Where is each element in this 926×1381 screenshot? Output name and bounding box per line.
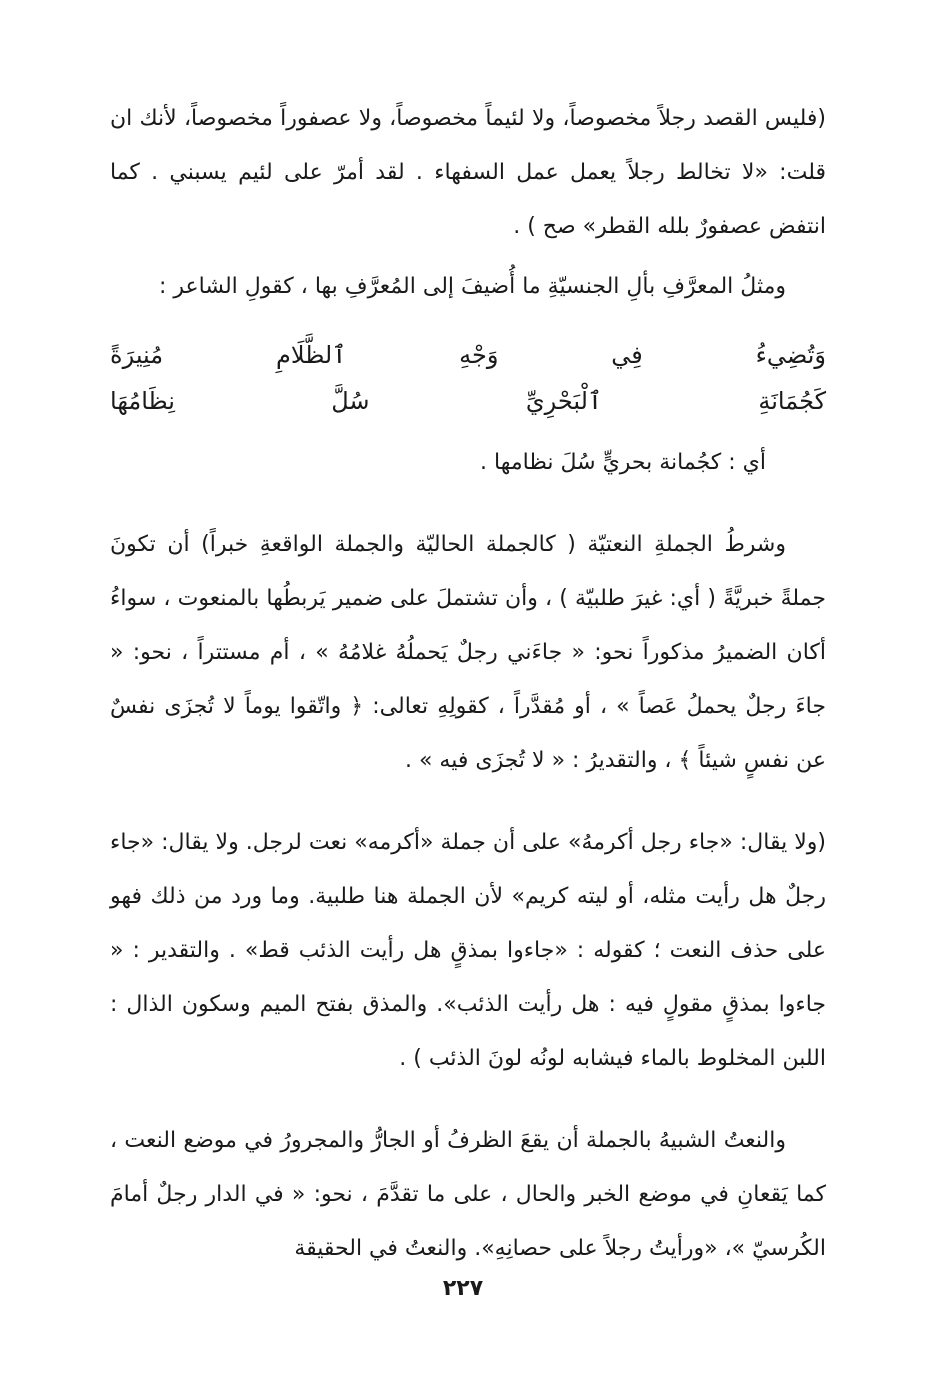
paragraph-genitive-definite: ومثلُ المعرَّفِ بألِ الجنسيّةِ ما أُضيفَ إلى المُعرَّفِ بها ، كقولِ الشاعر : [158, 274, 786, 299]
spacer [110, 490, 826, 518]
paragraph-specific-examples: (فليس القصد رجلاً مخصوصاً، ولا لئيماً مخصوصاً، ولا عصفوراً مخصوصاً، لأنك ان قلت: «لا تخالط رجلاً يعمل عمل السفهاء . لقد أمرّ على لئيم يسبني . كما انتفض عصفورٌ بلله القطر» صح ) . [110, 106, 826, 239]
paragraph-quasi-clause-adjective: والنعتُ الشبيهُ بالجملة أن يقعَ الظرفُ أو الجارُّ والمجرورُ في موضع النعت ، كما يَقعانِ في موضع الخبر والحال ، على ما تقدَّمَ ، نحو: « في الدار رجلٌ أمامَ الكُرسيّ »، «ورأيتُ رجلاً على حصانِهِ». والنعتُ في الحقيقة [110, 1128, 826, 1261]
verse-explanation: أي : كجُمانة بحريٍّ سُلَ نظامها . [480, 450, 766, 475]
page-body [110, 92, 826, 1276]
paragraph-adjectival-clause-condition: وشرطُ الجملةِ النعتيّة ( كالجملة الحاليّة والجملة الواقعةِ خبراً) أن تكونَ جملةً خبريَّةً ( أي: غيرَ طلبيّة ) ، وأن تشتملَ على ضمير يَربطُها بالمنعوت ، سواءُ أكان الضميرُ مذكوراً نحو: « جاءَني رجلٌ يَحملُهُ غلامُهُ » ، أم مستتراً ، نحو: « جاءَ رجلٌ يحملُ عَصاً » ، أو مُقدَّراً ، كقولِهِ تعالى: ﴿ واتّقوا يوماً لا تُجزَى نفسٌ عن نفسٍ شيئاً ﴾ ، والتقديرُ : « لا تُجزَى فيه » . [110, 532, 826, 773]
paragraph-parenthetical-note: (ولا يقال: «جاء رجل أكرمهُ» على أن جملة «أكرمه» نعت لرجل. ولا يقال: «جاء رجلٌ هل رأيت مثله، أو ليته كريم» لأن الجملة هنا طلبية. وما ورد من ذلك فهو على حذف النعت ؛ كقوله : «جاءوا بمذقٍ هل رأيت الذئب قط» . والتقدير : « جاءوا بمذقٍ مقولٍ فيه : هل رأيت الذئب». والمذق بفتح الميم وسكون الذال : اللبن المخلوط بالماء فيشابه لونُه لونَ الذئب ) . [110, 830, 826, 1071]
page-number: ٢٢٧ [442, 1276, 484, 1301]
spacer [110, 1086, 826, 1114]
spacer [110, 788, 826, 816]
poem-verse-first-hemistich: وَتُضِيءُ فِي وَجْهِ ٱلظَّلَامِ مُنِيرَةً [110, 341, 826, 369]
poem-verse-second-hemistich: كَجُمَانَةِ ٱلْبَحْرِيِّ سُلَّ نِظَامُهَا [110, 387, 826, 415]
